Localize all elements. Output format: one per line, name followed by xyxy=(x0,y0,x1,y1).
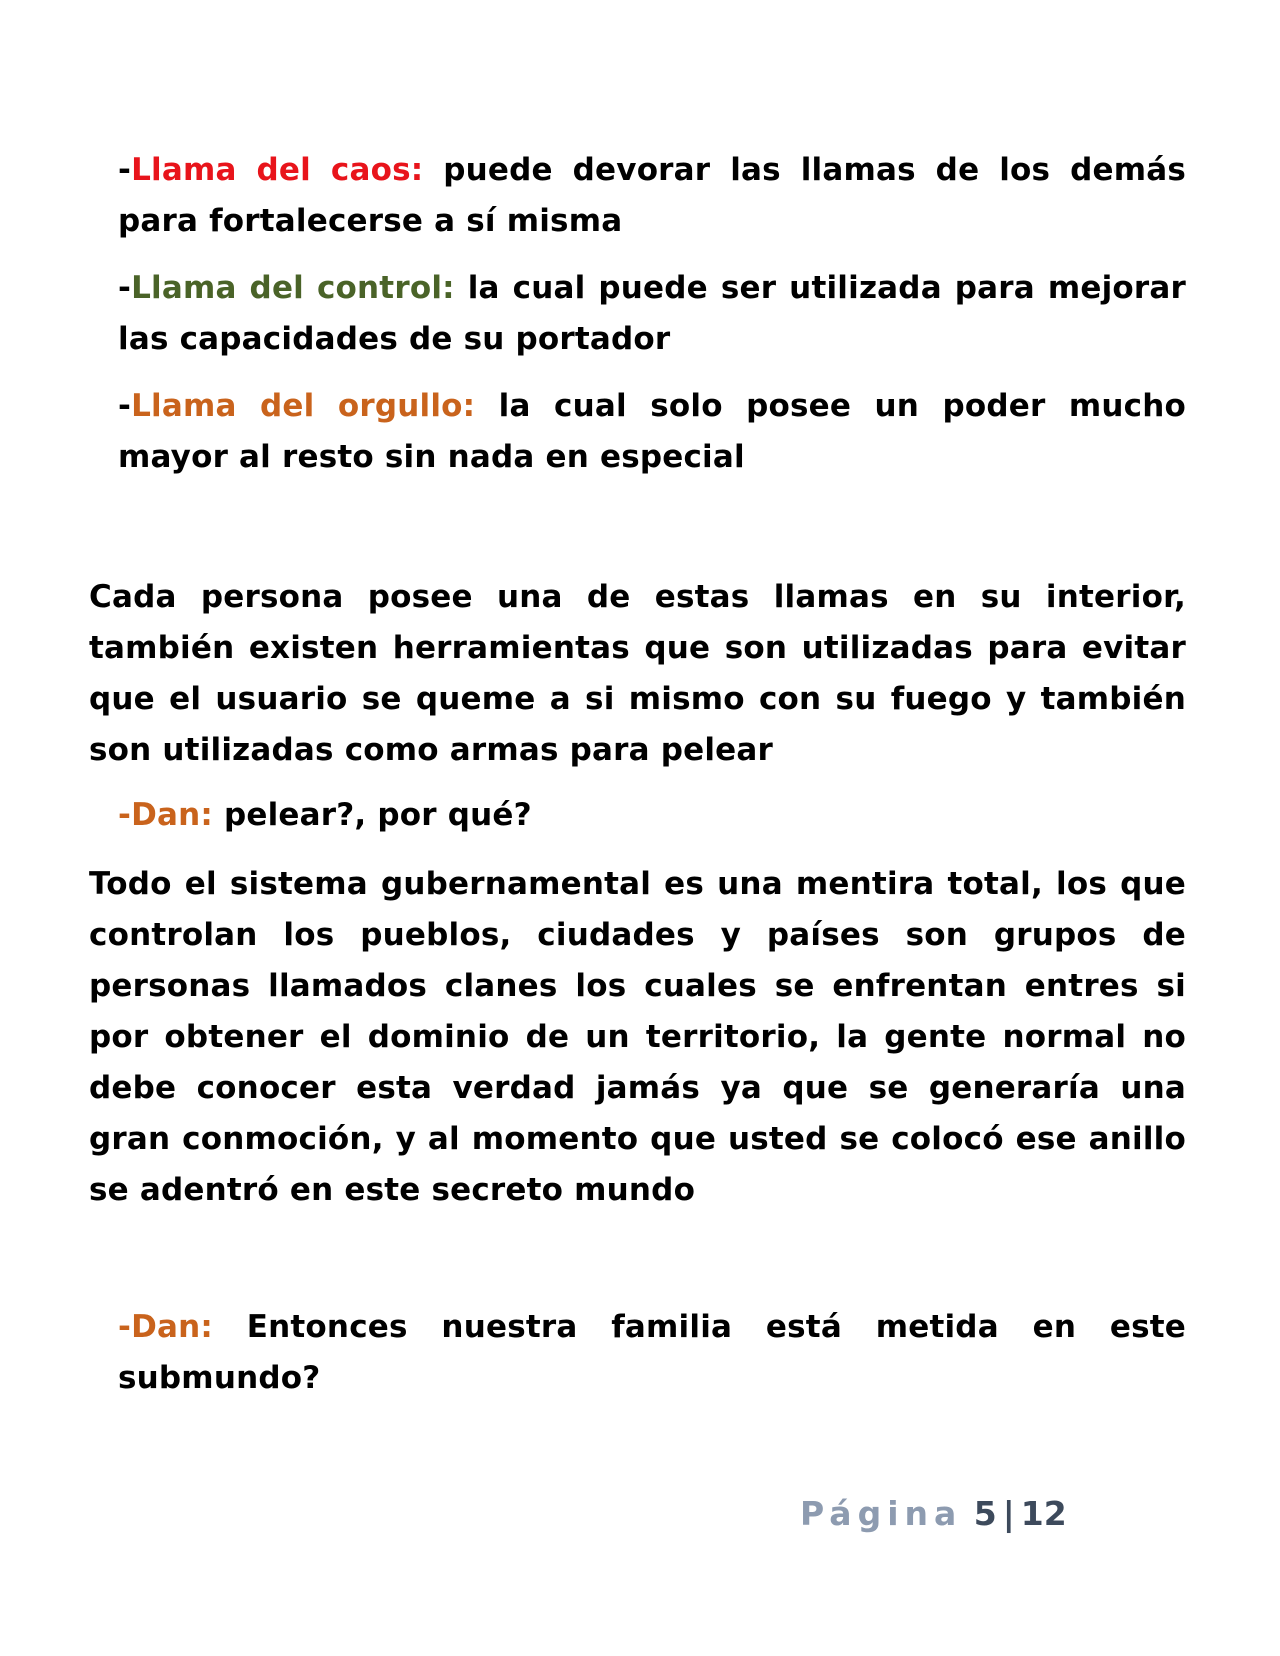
dialogue-text: pelear?, por qué? xyxy=(212,797,532,833)
narration-paragraph-2: Todo el sistema gubernamental es una mentira total, los que controlan los pueblos, ciudades y países son grupos de personas llamados clanes los cuales se enfrentan entres si por obtener el dominio de un territorio, la gente normal no debe conocer esta verdad jamás ya que se generaría una gran conmoción, y al momento que usted se colocó ese anillo se adentró en este secreto mundo xyxy=(89,866,1186,1208)
flame-description: puede devorar las llamas de los demás para fortalecerse a sí misma xyxy=(118,152,1186,239)
speaker-label: -Dan: xyxy=(118,1309,213,1345)
flame-label: Llama del caos: xyxy=(131,152,424,188)
entry-dash: - xyxy=(118,388,132,424)
dialogue-line-2 xyxy=(118,1302,1186,1404)
flame-entry-control xyxy=(118,263,1186,365)
flame-label: Llama del control: xyxy=(131,270,455,306)
page-number: 5 xyxy=(973,1494,997,1533)
flame-label: Llama del orgullo: xyxy=(131,388,476,424)
page-word: Página xyxy=(800,1494,963,1533)
entry-dash: - xyxy=(118,270,132,306)
speaker-label: -Dan: xyxy=(118,797,213,833)
page-footer xyxy=(800,1490,1100,1538)
dialogue-line-1 xyxy=(118,790,1186,841)
flame-entry-chaos xyxy=(118,145,1186,247)
dialogue-text: Entonces nuestra familia está metida en este submundo? xyxy=(118,1309,1186,1396)
flame-description: la cual solo posee un poder mucho mayor al resto sin nada en especial xyxy=(118,388,1186,475)
flame-description: la cual puede ser utilizada para mejorar las capacidades de su portador xyxy=(118,270,1187,357)
entry-dash: - xyxy=(118,152,132,188)
page-total: 12 xyxy=(1020,1494,1067,1533)
page-separator: | xyxy=(1002,1494,1015,1533)
narration-paragraph-1: Cada persona posee una de estas llamas en su interior, también existen herramientas que son utilizadas para evitar que el usuario se queme a si mismo con su fuego y también son utilizadas como armas para pelear xyxy=(89,579,1186,768)
flame-entry-pride xyxy=(118,381,1186,483)
